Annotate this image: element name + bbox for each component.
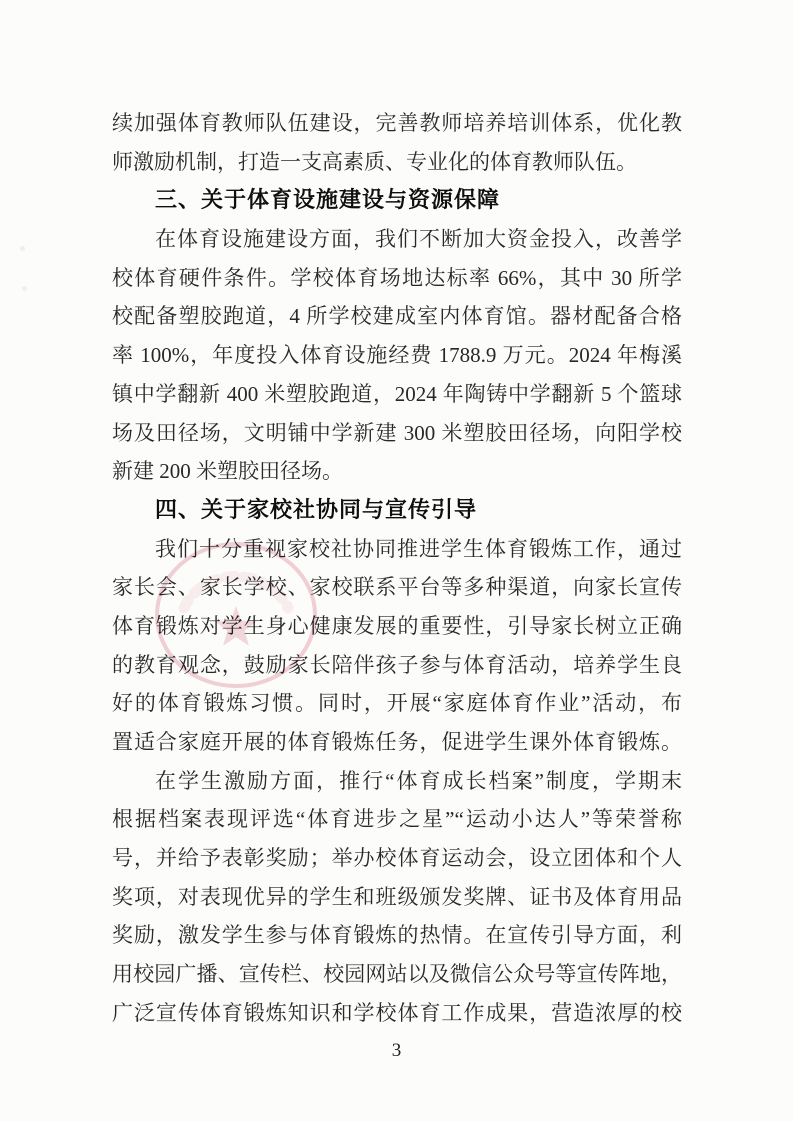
body-line: 号，并给予表彰奖励；举办校体育运动会，设立团体和个人	[112, 846, 682, 871]
section-heading-3: 三、关于体育设施建设与资源保障	[155, 187, 501, 213]
body-line: 师激励机制，打造一支高素质、专业化的体育教师队伍。	[112, 149, 637, 174]
body-line: 奖项，对表现优异的学生和班级颁发奖牌、证书及体育用品	[112, 884, 682, 909]
scan-speck	[22, 286, 27, 291]
body-line: 在体育设施建设方面，我们不断加大资金投入，改善学	[155, 227, 682, 252]
body-line: 体育锻炼对学生身心健康发展的重要性，引导家长树立正确	[112, 613, 682, 638]
body-line: 新建 200 米塑胶田径场。	[112, 459, 343, 484]
body-line: 场及田径场，文明铺中学新建 300 米塑胶田径场，向阳学校	[112, 420, 682, 445]
body-line: 置适合家庭开展的体育锻炼任务，促进学生课外体育锻炼。	[112, 730, 682, 754]
body-line: 镇中学翻新 400 米塑胶跑道，2024 年陶铸中学翻新 5 个篮球	[112, 381, 682, 406]
section-heading-4: 四、关于家校社协同与宣传引导	[155, 496, 478, 522]
body-line: 续加强体育教师队伍建设，完善教师培养培训体系，优化教	[112, 111, 682, 135]
body-line: 用校园广播、宣传栏、校园网站以及微信公众号等宣传阵地，	[112, 962, 682, 987]
body-line: 家长会、家长学校、家校联系平台等多种渠道，向家长宣传	[112, 575, 682, 600]
body-line: 率 100%，年度投入体育设施经费 1788.9 万元。2024 年梅溪	[112, 343, 682, 368]
body-line: 好的体育锻炼习惯。同时，开展“家庭体育作业”活动，布	[112, 691, 682, 716]
body-line: 在学生激励方面，推行“体育成长档案”制度，学期末	[155, 768, 682, 793]
body-line: 根据档案表现评选“体育进步之星”“运动小达人”等荣誉称	[112, 807, 682, 832]
body-line: 我们十分重视家校社协同推进学生体育锻炼工作，通过	[155, 536, 682, 561]
page-number: 3	[391, 1040, 402, 1061]
body-line: 广泛宣传体育锻炼知识和学校体育工作成果，营造浓厚的校	[112, 1000, 682, 1025]
document-body	[112, 104, 682, 1033]
scan-speck	[20, 246, 25, 251]
body-line: 的教育观念，鼓励家长陪伴孩子参与体育活动，培养学生良	[112, 652, 682, 677]
body-line: 奖励，激发学生参与体育锻炼的热情。在宣传引导方面，利	[112, 923, 682, 948]
body-line: 校体育硬件条件。学校体育场地达标率 66%，其中 30 所学	[112, 265, 682, 290]
body-line: 校配备塑胶跑道，4 所学校建成室内体育馆。器材配备合格	[112, 304, 682, 329]
